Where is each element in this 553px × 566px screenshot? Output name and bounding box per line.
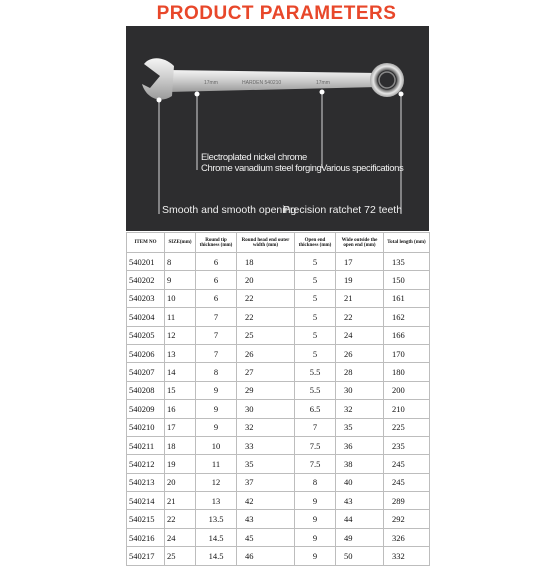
callout-dot-left <box>157 98 162 103</box>
table-row <box>127 400 430 418</box>
cell-size: 15 <box>165 381 196 399</box>
callout-forging: Chrome vanadium steel forging <box>201 163 322 174</box>
cell-total-length: 135 <box>384 253 430 271</box>
table-row <box>127 455 430 473</box>
wrench-open-end <box>142 58 174 99</box>
engraving-right: 17mm <box>316 80 330 86</box>
cell-open-end-thickness: 5 <box>295 271 336 289</box>
cell-round-head-width: 43 <box>237 510 295 528</box>
cell-item-no: 540217 <box>127 547 165 565</box>
cell-size: 10 <box>165 289 196 307</box>
cell-round-tip-thickness: 14.5 <box>196 528 237 546</box>
cell-round-head-width: 22 <box>237 289 295 307</box>
col-open-end-thickness: Open end thickness (mm) <box>295 233 336 253</box>
cell-round-tip-thickness: 7 <box>196 308 237 326</box>
cell-round-tip-thickness: 13 <box>196 492 237 510</box>
cell-open-end-width: 22 <box>336 308 384 326</box>
cell-open-end-thickness: 5.5 <box>295 363 336 381</box>
cell-round-tip-thickness: 13.5 <box>196 510 237 528</box>
cell-open-end-thickness: 5 <box>295 253 336 271</box>
callout-specifications: Various specifications <box>321 163 404 174</box>
cell-item-no: 540201 <box>127 253 165 271</box>
cell-open-end-thickness: 7.5 <box>295 436 336 454</box>
cell-round-head-width: 37 <box>237 473 295 491</box>
table-row <box>127 253 430 271</box>
cell-size: 21 <box>165 492 196 510</box>
cell-open-end-thickness: 7 <box>295 418 336 436</box>
cell-round-head-width: 25 <box>237 326 295 344</box>
cell-round-head-width: 32 <box>237 418 295 436</box>
cell-round-head-width: 27 <box>237 363 295 381</box>
cell-open-end-thickness: 9 <box>295 528 336 546</box>
cell-round-head-width: 22 <box>237 308 295 326</box>
cell-size: 9 <box>165 271 196 289</box>
table-row <box>127 473 430 491</box>
callout-dot-right <box>320 90 325 95</box>
cell-item-no: 540214 <box>127 492 165 510</box>
cell-size: 22 <box>165 510 196 528</box>
cell-total-length: 150 <box>384 271 430 289</box>
callout-plating: Electroplated nickel chrome <box>201 152 307 163</box>
cell-item-no: 540208 <box>127 381 165 399</box>
cell-round-tip-thickness: 12 <box>196 473 237 491</box>
cell-round-tip-thickness: 6 <box>196 253 237 271</box>
cell-total-length: 161 <box>384 289 430 307</box>
product-photo <box>126 26 429 231</box>
cell-round-head-width: 35 <box>237 455 295 473</box>
cell-item-no: 540213 <box>127 473 165 491</box>
cell-total-length: 245 <box>384 473 430 491</box>
cell-open-end-width: 43 <box>336 492 384 510</box>
cell-size: 11 <box>165 308 196 326</box>
cell-item-no: 540205 <box>127 326 165 344</box>
cell-item-no: 540203 <box>127 289 165 307</box>
cell-size: 12 <box>165 326 196 344</box>
cell-item-no: 540211 <box>127 436 165 454</box>
cell-size: 19 <box>165 455 196 473</box>
cell-open-end-width: 44 <box>336 510 384 528</box>
cell-round-tip-thickness: 14.5 <box>196 547 237 565</box>
cell-open-end-width: 40 <box>336 473 384 491</box>
cell-item-no: 540207 <box>127 363 165 381</box>
cell-open-end-thickness: 5 <box>295 308 336 326</box>
cell-size: 24 <box>165 528 196 546</box>
col-open-end-width: Wide outside the open end (mm) <box>336 233 384 253</box>
table-row <box>127 344 430 362</box>
cell-open-end-width: 26 <box>336 344 384 362</box>
table-row <box>127 308 430 326</box>
cell-total-length: 170 <box>384 344 430 362</box>
cell-open-end-thickness: 5 <box>295 344 336 362</box>
cell-size: 17 <box>165 418 196 436</box>
cell-open-end-width: 50 <box>336 547 384 565</box>
col-size: SIZE(mm) <box>165 233 196 253</box>
cell-round-tip-thickness: 6 <box>196 271 237 289</box>
cell-open-end-thickness: 6.5 <box>295 400 336 418</box>
caption-ratchet: Precision ratchet 72 teeth <box>283 204 403 216</box>
cell-total-length: 162 <box>384 308 430 326</box>
cell-size: 18 <box>165 436 196 454</box>
cell-open-end-width: 24 <box>336 326 384 344</box>
cell-size: 25 <box>165 547 196 565</box>
cell-total-length: 292 <box>384 510 430 528</box>
cell-item-no: 540202 <box>127 271 165 289</box>
cell-round-tip-thickness: 9 <box>196 418 237 436</box>
cell-item-no: 540212 <box>127 455 165 473</box>
cell-total-length: 225 <box>384 418 430 436</box>
cell-round-head-width: 29 <box>237 381 295 399</box>
cell-round-head-width: 26 <box>237 344 295 362</box>
cell-total-length: 235 <box>384 436 430 454</box>
cell-open-end-width: 17 <box>336 253 384 271</box>
col-total-length: Total length (mm) <box>384 233 430 253</box>
cell-item-no: 540210 <box>127 418 165 436</box>
engraving-left: 17mm <box>204 80 218 86</box>
table-row <box>127 326 430 344</box>
cell-total-length: 332 <box>384 547 430 565</box>
cell-open-end-thickness: 9 <box>295 492 336 510</box>
cell-round-head-width: 33 <box>237 436 295 454</box>
table-row <box>127 510 430 528</box>
cell-open-end-width: 30 <box>336 381 384 399</box>
cell-round-tip-thickness: 7 <box>196 344 237 362</box>
table-row <box>127 381 430 399</box>
cell-round-head-width: 18 <box>237 253 295 271</box>
col-item-no: ITEM NO <box>127 233 165 253</box>
wrench-illustration <box>126 26 429 231</box>
cell-open-end-width: 21 <box>336 289 384 307</box>
cell-open-end-width: 28 <box>336 363 384 381</box>
cell-open-end-thickness: 5.5 <box>295 381 336 399</box>
caption-smooth-opening: Smooth and smooth opening <box>162 204 297 216</box>
cell-item-no: 540206 <box>127 344 165 362</box>
cell-open-end-width: 36 <box>336 436 384 454</box>
cell-round-head-width: 46 <box>237 547 295 565</box>
cell-open-end-thickness: 9 <box>295 510 336 528</box>
cell-size: 8 <box>165 253 196 271</box>
cell-total-length: 166 <box>384 326 430 344</box>
cell-open-end-thickness: 5 <box>295 289 336 307</box>
cell-round-head-width: 20 <box>237 271 295 289</box>
cell-total-length: 180 <box>384 363 430 381</box>
col-round-head-width: Round head end outer width (mm) <box>237 233 295 253</box>
cell-size: 14 <box>165 363 196 381</box>
cell-open-end-thickness: 5 <box>295 326 336 344</box>
cell-open-end-width: 19 <box>336 271 384 289</box>
cell-open-end-width: 49 <box>336 528 384 546</box>
cell-round-tip-thickness: 6 <box>196 289 237 307</box>
cell-total-length: 210 <box>384 400 430 418</box>
table-header-row <box>127 233 430 253</box>
cell-round-tip-thickness: 9 <box>196 400 237 418</box>
cell-size: 16 <box>165 400 196 418</box>
cell-total-length: 326 <box>384 528 430 546</box>
cell-item-no: 540209 <box>127 400 165 418</box>
callout-dot-mid <box>195 92 200 97</box>
table-row <box>127 418 430 436</box>
cell-round-head-width: 42 <box>237 492 295 510</box>
cell-round-tip-thickness: 9 <box>196 381 237 399</box>
cell-open-end-width: 38 <box>336 455 384 473</box>
cell-size: 13 <box>165 344 196 362</box>
callout-dot-ring <box>399 92 404 97</box>
cell-total-length: 200 <box>384 381 430 399</box>
parameters-table <box>126 232 430 566</box>
cell-open-end-width: 32 <box>336 400 384 418</box>
cell-round-head-width: 30 <box>237 400 295 418</box>
cell-round-tip-thickness: 10 <box>196 436 237 454</box>
table-row <box>127 528 430 546</box>
page-title: PRODUCT PARAMETERS <box>156 3 397 24</box>
table-row <box>127 492 430 510</box>
cell-open-end-width: 35 <box>336 418 384 436</box>
cell-open-end-thickness: 9 <box>295 547 336 565</box>
cell-round-head-width: 45 <box>237 528 295 546</box>
cell-total-length: 289 <box>384 492 430 510</box>
table-row <box>127 436 430 454</box>
cell-item-no: 540215 <box>127 510 165 528</box>
cell-round-tip-thickness: 8 <box>196 363 237 381</box>
col-round-tip-thickness: Round tip thickness (mm) <box>196 233 237 253</box>
table-row <box>127 547 430 565</box>
cell-total-length: 245 <box>384 455 430 473</box>
cell-open-end-thickness: 8 <box>295 473 336 491</box>
table-row <box>127 363 430 381</box>
cell-size: 20 <box>165 473 196 491</box>
table-row <box>127 271 430 289</box>
table-row <box>127 289 430 307</box>
cell-round-tip-thickness: 11 <box>196 455 237 473</box>
cell-open-end-thickness: 7.5 <box>295 455 336 473</box>
cell-round-tip-thickness: 7 <box>196 326 237 344</box>
cell-item-no: 540204 <box>127 308 165 326</box>
engraving-brand: HARDEN 540210 <box>242 80 282 86</box>
cell-item-no: 540216 <box>127 528 165 546</box>
